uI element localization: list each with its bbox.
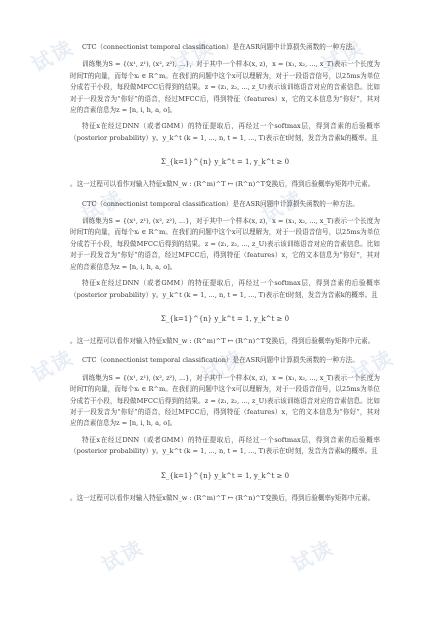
ctc-section	[70, 42, 380, 191]
watermark: 试读	[317, 34, 368, 77]
watermark: 试读	[27, 34, 78, 77]
watermark: 试读	[27, 344, 78, 387]
section-intro: CTC（connectionist temporal classification）是在ASR问题中计算损失函数的一种方法。	[82, 356, 359, 365]
probability-formula: Σ_{k=1}^{n} y_k^t = 1, y_k^t ≥ 0	[160, 471, 290, 480]
section-intro: CTC（connectionist temporal classification）是在ASR问题中计算损失函数的一种方法。	[82, 199, 359, 208]
feature-paragraph: 特征x在经过DNN（或者GMM）的特征提取后，再经过一个softmax层，得到音素的后验概率（posterior probability）y。y_k^t (k = 1, ..., n, t = 1, ..., T)表示在t时刻，发音为音素k的概率。且	[70, 122, 380, 142]
ctc-section	[70, 355, 380, 504]
watermark: 试读	[77, 184, 128, 227]
feature-paragraph: 特征x在经过DNN（或者GMM）的特征提取后，再经过一个softmax层，得到音素的后验概率（posterior probability）y。y_k^t (k = 1, ..., n, t = 1, ..., T)表示在t时刻，发音为音素k的概率。且	[70, 279, 380, 299]
document-page	[70, 42, 380, 512]
feature-paragraph: 特征x在经过DNN（或者GMM）的特征提取后，再经过一个softmax层，得到音素的后验概率（posterior probability）y。y_k^t (k = 1, ..., n, t = 1, ..., T)表示在t时刻，发音为音素k的概率。且	[70, 435, 380, 456]
ctc-section	[70, 199, 380, 348]
probability-formula: Σ_{k=1}^{n} y_k^t = 1, y_k^t ≥ 0	[160, 314, 290, 323]
training-set-paragraph: 训练集为S = {(x¹, z¹), (x², z²), ...}，对于其中一个样本(x, z)，x = (x₁, x₂, ..., x_T)表示一个长度为时间T的向量，而每个xᵢ ∈ R^m。在我们的问题中这个x可以理解为，对于一段语音信号，以25ms为单位分成若干小段，每段做MFCC后得到的结果。z = (z₁, z₂, ..., z_U)表示该训练语音对应的音素信息。比如对于一段发音为“你好”的语音，经过MFCC后，得到特征（features）x，它的文本信息为“你好”，其对应的音素信息为z = [n, i, h, a, o]。	[70, 60, 380, 115]
watermark: 试读	[167, 34, 218, 77]
transform-conclusion: 。这一过程可以看作对输入特征x做N_w : (R^m)^T ↦ (R^n)^T变换后，得到后验概率y矩阵中元素。	[70, 180, 375, 189]
transform-conclusion: 。这一过程可以看作对输入特征x做N_w : (R^m)^T ↦ (R^n)^T变换后，得到后验概率y矩阵中元素。	[70, 493, 375, 502]
training-set-paragraph: 训练集为S = {(x¹, z¹), (x², z²), ...}，对于其中一个样本(x, z)，x = (x₁, x₂, ..., x_T)表示一个长度为时间T的向量，而每个xᵢ ∈ R^m。在我们的问题中这个x可以理解为，对于一段语音信号，以25ms为单位分成若干小段，每段做MFCC后得到的结果。z = (z₁, z₂, ..., z_U)表示该训练语音对应的音素信息。比如对于一段发音为“你好”的语音，经过MFCC后，得到特征（features）x，它的文本信息为“你好”，其对应的音素信息为z = [n, i, h, a, o]。	[70, 373, 380, 428]
transform-conclusion: 。这一过程可以看作对输入特征x做N_w : (R^m)^T ↦ (R^n)^T变换后，得到后验概率y矩阵中元素。	[70, 336, 375, 345]
training-set-paragraph: 训练集为S = {(x¹, z¹), (x², z²), ...}，对于其中一个样本(x, z)，x = (x₁, x₂, ..., x_T)表示一个长度为时间T的向量，而每个xᵢ ∈ R^m。在我们的问题中这个x可以理解为，对于一段语音信号，以25ms为单位分成若干小段，每段做MFCC后得到的结果。z = (z₁, z₂, ..., z_U)表示该训练语音对应的音素信息。比如对于一段发音为“你好”的语音，经过MFCC后，得到特征（features）x，它的文本信息为“你好”，其对应的音素信息为z = [n, i, h, a, o]。	[70, 217, 380, 271]
watermark: 试读	[287, 534, 338, 577]
watermark: 试读	[197, 344, 248, 387]
probability-formula: Σ_{k=1}^{n} y_k^t = 1, y_k^t ≥ 0	[160, 158, 290, 167]
watermark: 试读	[347, 344, 398, 387]
watermark: 试读	[97, 534, 148, 577]
section-intro: CTC（connectionist temporal classification）是在ASR问题中计算损失函数的一种方法。	[82, 43, 359, 51]
watermark: 试读	[257, 184, 308, 227]
